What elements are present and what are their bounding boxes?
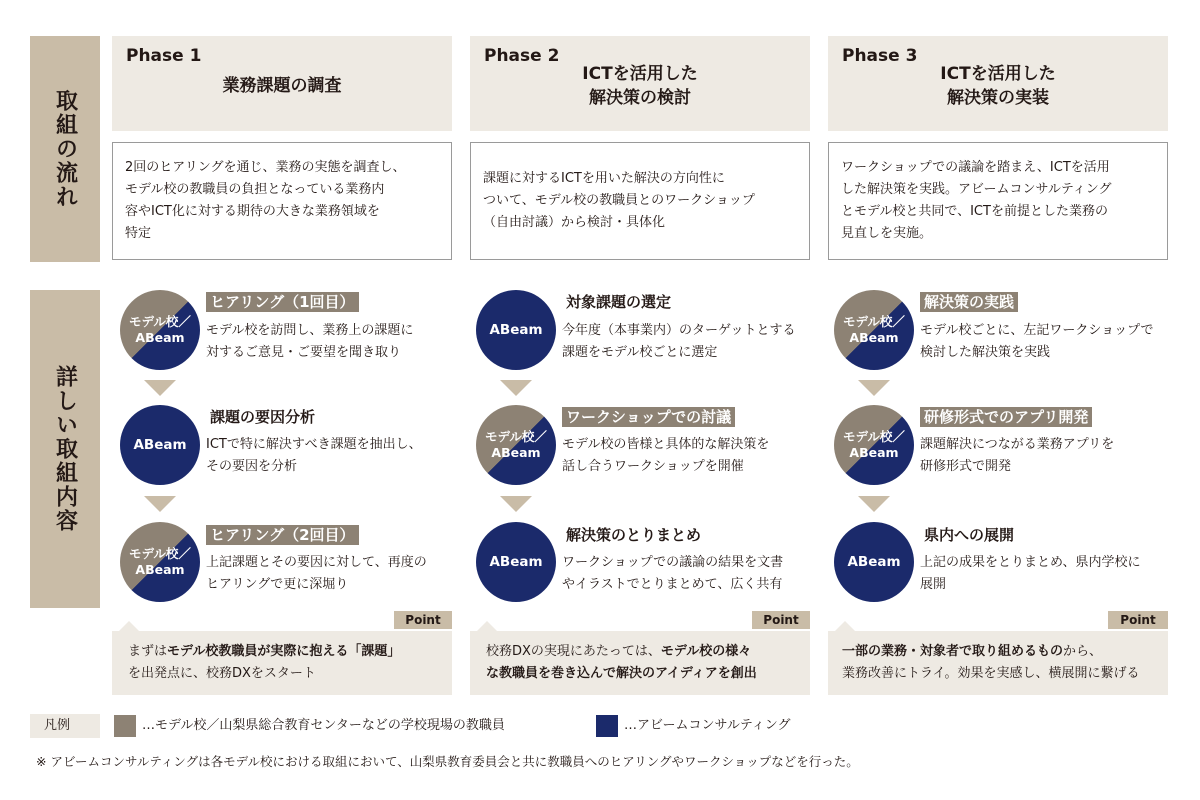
phase-3-title: ICTを活用した 解決策の実装 <box>940 64 1056 108</box>
phase-1-step-2-desc: ICTで特に解決すべき課題を抽出し、 その要因を分析 <box>206 437 422 474</box>
phase-3-step-1-actor-circle <box>834 290 914 370</box>
phase-2-step-3-actor: ABeam <box>489 554 543 570</box>
phase-3-point-box <box>828 631 1168 695</box>
phase-1-step-3-actor: モデル校／ ABeam <box>129 546 191 577</box>
phase-1-step-1-title: ヒアリング（1回目） <box>206 292 359 312</box>
legend-label: 凡例 <box>30 714 100 738</box>
phase-1-title: 業務課題の調査 <box>222 76 342 96</box>
phase-3-step-1-title: 解決策の実践 <box>920 292 1018 312</box>
footnote: ※ アビームコンサルティングは各モデル校における取組において、山梨県教育委員会と共に教職員へのヒアリングやワークショップなどを行った。 <box>36 754 859 769</box>
phase-2-title: ICTを活用した 解決策の検討 <box>582 64 698 108</box>
phase-3-step-2-title: 研修形式でのアプリ開発 <box>920 407 1092 427</box>
phase-1-point-badge: Point <box>394 611 452 629</box>
phase-2-step-1-desc: 今年度（本事業内）のターゲットとする 課題をモデル校ごとに選定 <box>562 323 796 360</box>
phase-2-step-2-actor-circle <box>476 405 556 485</box>
phase-2-point-badge: Point <box>752 611 810 629</box>
phase-3-step-2-desc: 課題解決につながる業務アプリを 研修形式で開発 <box>920 437 1115 474</box>
phase-1-number: Phase 1 <box>126 46 202 66</box>
phase-3-arrow-2 <box>858 496 890 512</box>
phase-3-step-1-actor: モデル校／ ABeam <box>843 314 905 345</box>
phase-3-number: Phase 3 <box>842 46 918 66</box>
phase-2-arrow-1 <box>500 380 532 396</box>
phase-2-point-text <box>486 641 806 685</box>
phase-1-step-1-actor: モデル校／ ABeam <box>129 314 191 345</box>
phase-2-description-text: 課題に対するICTを用いた解決の方向性に ついて、モデル校の教職員とのワークショップ （自由討議）から検討・具体化 <box>483 171 755 230</box>
phase-2-step-3-actor-circle <box>476 522 556 602</box>
phase-2-point-line-1: 校務DXの実現にあたっては、モデル校の様々 <box>486 644 752 659</box>
phase-1-arrow-2 <box>144 496 176 512</box>
phase-3-point-line-2: 業務改善にトライ。効果を実感し、横展開に繋げる <box>842 666 1140 681</box>
phase-2-description <box>470 142 810 260</box>
phase-3-step-2-actor: モデル校／ ABeam <box>843 429 905 460</box>
phase-3-arrow-1 <box>858 380 890 396</box>
phase-2-step-1-actor: ABeam <box>489 322 543 338</box>
phase-3-point-text <box>842 641 1164 685</box>
phase-3-step-3-title: 県内への展開 <box>924 526 1015 544</box>
phase-3-point-line-1: 一部の業務・対象者で取り組めるものから、 <box>842 644 1103 659</box>
phase-1-step-1-desc: モデル校を訪問し、業務上の課題に 対するご意見・ご要望を聞き取り <box>206 323 414 360</box>
phase-1-point-box <box>112 631 452 695</box>
phase-2-step-2-title: ワークショップでの討議 <box>562 407 735 427</box>
legend-model-school-swatch <box>114 715 136 737</box>
phase-1-step-2-actor-circle <box>120 405 200 485</box>
phase-2-header <box>470 36 810 131</box>
phase-2-point-line-2: な教職員を巻き込んで解決のアイディアを創出 <box>486 666 757 681</box>
phase-3-step-2-actor-circle <box>834 405 914 485</box>
phase-1-step-3-desc: 上記課題とその要因に対して、再度の ヒアリングで更に深堀り <box>206 555 427 592</box>
phase-2-step-1-actor-circle <box>476 290 556 370</box>
phase-3-header <box>828 36 1168 131</box>
details-side-label <box>30 290 100 608</box>
phase-1-description <box>112 142 452 260</box>
phase-1-description-text: 2回のヒアリングを通じ、業務の実態を調査し、 モデル校の教職員の負担となっている業務内 容やICT化に対する期待の大きな業務領域を 特定 <box>125 160 406 241</box>
phase-3-step-3-actor-circle <box>834 522 914 602</box>
phase-1-step-2-actor: ABeam <box>133 437 187 453</box>
phase-2-step-1-title: 対象課題の選定 <box>566 293 672 311</box>
phase-2-step-2-actor: モデル校／ ABeam <box>485 429 547 460</box>
phase-1-point-text <box>128 641 448 685</box>
phase-1-arrow-1 <box>144 380 176 396</box>
legend-abeam-swatch <box>596 715 618 737</box>
phase-2-number: Phase 2 <box>484 46 560 66</box>
phase-2-arrow-2 <box>500 496 532 512</box>
phase-2-step-2-desc: モデル校の皆様と具体的な解決策を 話し合うワークショップを開催 <box>562 437 770 474</box>
legend-abeam-text: …アビームコンサルティング <box>624 718 791 733</box>
phase-1-header <box>112 36 452 131</box>
phase-3-step-3-actor: ABeam <box>847 554 901 570</box>
phase-3-point-badge: Point <box>1108 611 1168 629</box>
phase-2-step-3-desc: ワークショップでの議論の結果を文書 やイラストでとりまとめて、広く共有 <box>562 555 784 592</box>
phase-1-step-3-actor-circle <box>120 522 200 602</box>
phase-2-step-3-title: 解決策のとりまとめ <box>566 526 702 544</box>
phase-1-point-line-1: まずはモデル校教職員が実際に抱える「課題」 <box>128 644 401 659</box>
legend-model-school-text: …モデル校／山梨県総合教育センターなどの学校現場の教職員 <box>142 718 505 733</box>
phase-1-point-line-2: を出発点に、校務DXをスタート <box>128 666 316 681</box>
phase-1-step-1-actor-circle <box>120 290 200 370</box>
flow-side-label <box>30 36 100 262</box>
phase-3-step-1-desc: モデル校ごとに、左記ワークショップで 検討した解決策を実践 <box>920 323 1154 360</box>
phase-3-description-text: ワークショップでの議論を踏まえ、ICTを活用 した解決策を実践。アビームコンサルティング とモデル校と共同で、ICTを前提とした業務の 見直しを実施。 <box>841 160 1112 241</box>
phase-1-step-2-title: 課題の要因分析 <box>210 408 316 426</box>
details-side-text: 詳しい取組内容 <box>52 365 78 533</box>
phase-3-step-3-desc: 上記の成果をとりまとめ、県内学校に 展開 <box>920 555 1141 592</box>
phase-3-description <box>828 142 1168 260</box>
phase-1-step-3-title: ヒアリング（2回目） <box>206 525 359 545</box>
phase-2-point-box <box>470 631 810 695</box>
flow-side-text: 取組の流れ <box>52 89 78 209</box>
